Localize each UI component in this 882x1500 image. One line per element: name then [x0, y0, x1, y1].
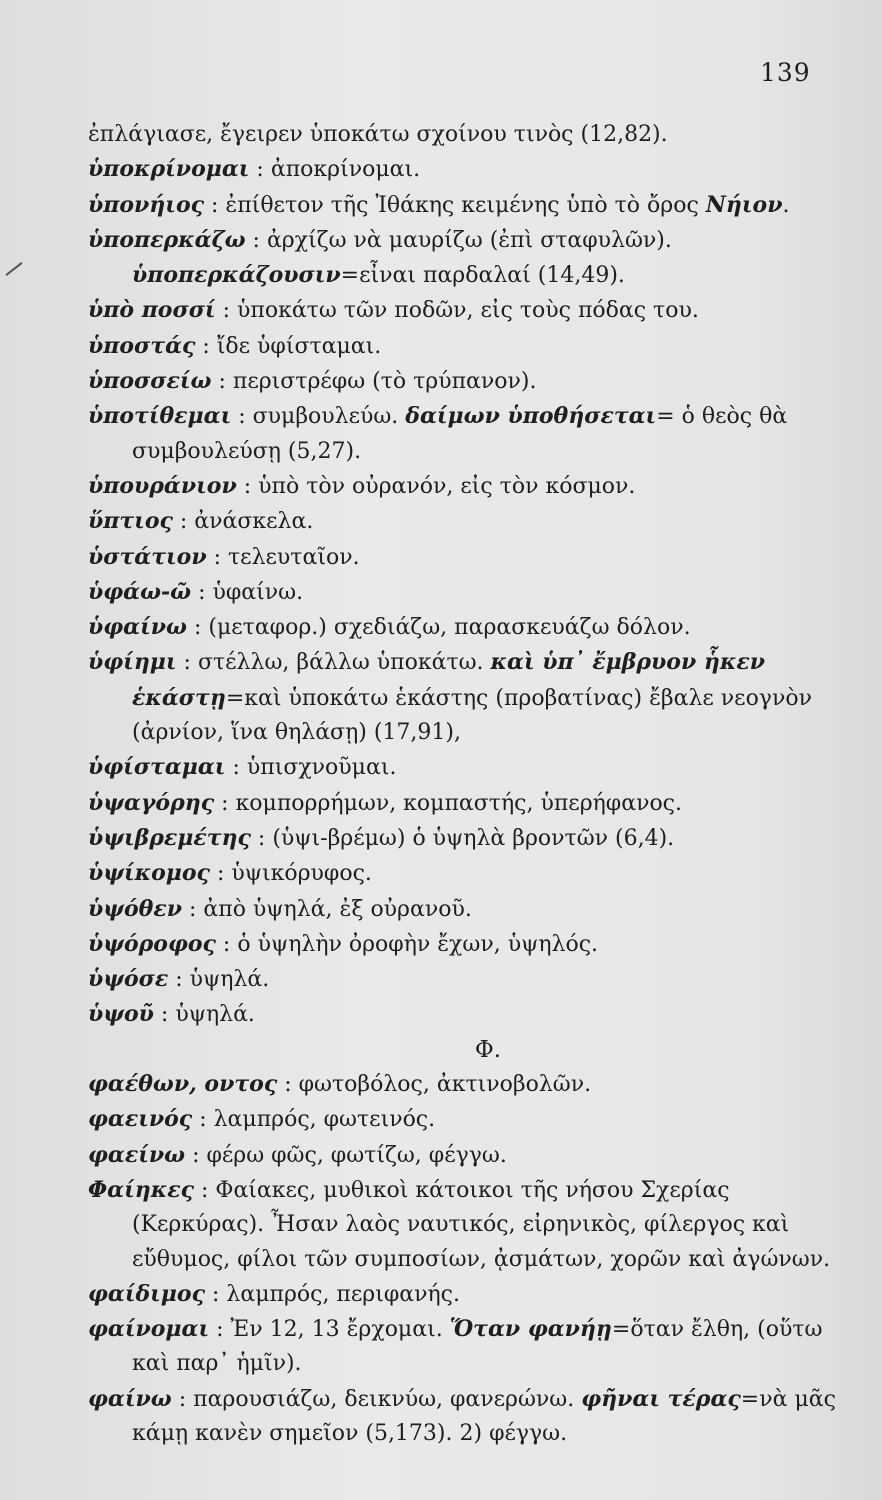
entry-separator: : [231, 404, 253, 430]
entry-separator: : [277, 1072, 299, 1098]
entry-separator: : [209, 1317, 231, 1343]
entry-headword: ὑπὸ ποσσί [88, 297, 216, 324]
entry-definition: συμβουλεύω. [252, 404, 406, 430]
dictionary-entry [88, 399, 848, 469]
entry-headword: ὑποτίθεμαι [88, 403, 232, 430]
entry-gloss: =ὅταν ἔλθη, (οὕτω καὶ παρ᾽ ἡμῖν). [132, 1317, 823, 1377]
entry-example: Νήιον [705, 191, 783, 218]
dictionary-entry [88, 645, 848, 750]
entry-definition: (ὑψι-βρέμω) ὁ ὑψηλὰ βροντῶν (6,4). [272, 825, 675, 851]
entry-separator: : [236, 473, 259, 499]
entry-headword: ὑποκρίνομαι [88, 156, 250, 183]
entry-gloss: . [782, 192, 790, 218]
entry-definition: κομπορρήμων, κομπαστής, ὑπερήφανος. [235, 790, 682, 816]
dictionary-entry [88, 997, 848, 1032]
dictionary-entry [88, 856, 848, 891]
entry-definition: στέλλω, βάλλω ὑποκάτω. [197, 650, 491, 676]
entry-headword: ὑποπερκάζω [88, 226, 246, 253]
entry-example: δαίμων ὑποθήσεται [405, 403, 657, 430]
dictionary-entry [88, 821, 848, 856]
entry-definition: ἐπίθετον τῆς Ἰθάκης κειμένης ὑπὸ τὸ ὄρος [225, 192, 706, 218]
entry-definition: ὑπισχνοῦμαι. [246, 755, 397, 781]
dictionary-entry [88, 540, 848, 575]
dictionary-entry [88, 1173, 848, 1277]
dictionary-entry [88, 152, 848, 187]
entry-separator: : [172, 509, 195, 535]
entry-separator: : [194, 1177, 216, 1203]
entry-separator: : [191, 579, 213, 605]
entry-definition: ἀρχίζω νὰ μαυρίζω (ἐπὶ σταφυλῶν). [266, 227, 672, 253]
entry-separator: : [195, 333, 217, 359]
entry-headword: ὑψόσε [88, 966, 169, 993]
entry-separator: : [225, 755, 247, 781]
stray-pen-mark [6, 262, 23, 276]
entry-definition: ἐπλάγιασε, ἔγειρεν ὑποκάτω σχοίνου τινὸς (12,82). [88, 122, 668, 147]
entry-definition: ἴδε ὑφίσταμαι. [216, 333, 382, 359]
entry-separator: : [204, 192, 226, 218]
entry-headword: ὑψοῦ [88, 1001, 154, 1028]
entry-headword: ὑψίκομος [88, 860, 210, 887]
entry-separator: : [204, 1281, 227, 1307]
entry-separator: : [176, 650, 198, 676]
entry-separator: : [215, 931, 238, 957]
entry-definition: φέρω φῶς, φωτίζω, φέγγω. [206, 1142, 507, 1168]
entry-headword: ὕπτιος [88, 508, 173, 535]
entry-separator: : [171, 1386, 194, 1412]
entry-headword: ὑφίσταμαι [88, 754, 226, 781]
entry-gloss: =εἶναι παρδαλαί (14,49). [340, 263, 625, 289]
entry-example: Ὅταν φανήῃ [449, 1316, 612, 1343]
entry-definition: ὑφαίνω. [212, 579, 304, 605]
entry-example: φῆναι τέρας [581, 1385, 741, 1412]
entry-definition: λαμπρός, φωτεινός. [213, 1107, 436, 1133]
entry-headword: φαίνω [88, 1385, 172, 1412]
dictionary-entry [88, 1312, 848, 1382]
entry-separator: : [214, 790, 236, 816]
entry-definition: ὑπὸ τὸν οὐρανόν, εἰς τὸν κόσμον. [258, 473, 636, 499]
dictionary-entry [88, 118, 848, 152]
entry-headword: φαείνω [88, 1141, 186, 1168]
entry-separator: : [186, 615, 209, 641]
entry-headword: φαίδιμος [88, 1280, 205, 1307]
entry-gloss: =καὶ ὑποκάτω ἑκάστης (προβατίνας) ἔβαλε νεογνὸν (ἀρνίον, ἵνα θηλάσῃ) (17,91), [132, 685, 812, 746]
entry-headword: φαέθων, οντος [88, 1071, 278, 1098]
entry-gloss: =νὰ μᾶς κάμῃ κανὲν σημεῖον (5,173). 2) φέγγω. [132, 1386, 836, 1446]
entry-definition: ἀνάσκελα. [194, 509, 314, 535]
entry-separator: : [215, 298, 237, 324]
entry-definition: φωτοβόλος, ἀκτινοβολῶν. [298, 1072, 592, 1098]
dictionary-entry [88, 962, 848, 997]
entry-definition: ὁ ὑψηλὴν ὀροφὴν ἔχων, ὑψηλός. [237, 931, 599, 957]
entry-separator: : [250, 825, 273, 851]
entry-definition: ἀπὸ ὑψηλά, ἐξ οὐρανοῦ. [203, 896, 472, 922]
entry-definition: ὑποκάτω τῶν ποδῶν, εἰς τοὺς πόδας του. [236, 298, 699, 324]
entry-headword: ὑψιβρεμέτης [88, 824, 251, 851]
dictionary-entry [88, 188, 848, 223]
dictionary-entry [88, 1102, 848, 1137]
entry-definition: (μεταφορ.) σχεδιάζω, παρασκευάζω δόλον. [208, 615, 691, 641]
section-letter: Φ. [474, 1036, 502, 1063]
dictionary-entry [88, 504, 848, 539]
entry-example: ὑποπερκάζουσιν [132, 262, 341, 289]
entry-definition: ὑψηλά. [175, 1002, 255, 1028]
entry-headword: ὑπουράνιον [88, 472, 237, 499]
dictionary-entry [88, 892, 848, 927]
entry-example: καὶ ὑπ᾽ ἔμβρυον ἧκεν ἑκάστῃ [132, 649, 765, 711]
dictionary-entry [88, 1382, 848, 1452]
dictionary-entry [88, 364, 848, 399]
dictionary-entry [88, 1138, 848, 1173]
entry-definition: τελευταῖον. [228, 544, 360, 570]
dictionary-entry [88, 329, 848, 364]
entry-definition: περιστρέφω (τὸ τρύπανον). [232, 369, 537, 395]
dictionary-entry [88, 750, 848, 785]
entry-definition: ὑψικόρυφος. [231, 861, 372, 887]
entry-separator: : [185, 1142, 207, 1168]
entry-headword: ὑφαίνω [88, 614, 187, 641]
entry-headword: ὑψόθεν [88, 895, 182, 922]
dictionary-entries [88, 118, 848, 1451]
entry-separator: : [168, 967, 190, 993]
entry-definition: Ἐν 12, 13 ἔρχομαι. [230, 1317, 450, 1343]
entry-definition: Φαίακες, μυθικοὶ κάτοικοι τῆς νήσου Σχερίας (Κερκύρας). Ἦσαν λαὸς ναυτικός, εἰρηνικὸς, φίλεργος καὶ εὔθυμος, φίλοι τῶν συμποσίων, ᾀσμάτων, χορῶν καὶ ἀγώνων. [132, 1177, 831, 1272]
entry-headword: ὑποσσείω [88, 368, 212, 395]
entry-definition: παρουσιάζω, δεικνύω, φανερώνω. [193, 1386, 582, 1412]
upsilon-entries [88, 118, 848, 1033]
dictionary-entry [88, 610, 848, 645]
entry-headword: ὑποστάς [88, 332, 196, 359]
entry-headword: ὑφίημι [88, 649, 177, 676]
entry-definition: ἀποκρίνομαι. [270, 157, 421, 183]
dictionary-entry [88, 293, 848, 328]
entry-headword: ὑπονήιος [88, 191, 205, 218]
entry-separator: : [192, 1107, 214, 1133]
entry-definition: ὑψηλά. [189, 967, 270, 993]
entry-separator: : [181, 896, 204, 922]
entry-gloss: = ὁ θεὸς θὰ συμβουλεύσῃ (5,27). [132, 404, 788, 464]
entry-headword: ὑψόροφος [88, 930, 216, 957]
entry-separator: : [211, 369, 233, 395]
dictionary-entry [88, 786, 848, 821]
entry-headword: Φαίηκες [88, 1176, 194, 1203]
entry-headword: ὑψαγόρης [88, 789, 215, 816]
entry-separator: : [206, 544, 229, 570]
entry-separator: : [249, 157, 271, 183]
dictionary-entry [88, 1277, 848, 1312]
phi-entries [88, 1067, 848, 1451]
entry-definition: λαμπρός, περιφανής. [226, 1281, 460, 1307]
page-number: 139 [760, 58, 811, 87]
entry-separator: : [245, 227, 267, 253]
entry-headword: φαεινός [88, 1106, 193, 1133]
entry-separator: : [209, 861, 232, 887]
entry-separator: : [153, 1002, 176, 1028]
dictionary-entry [88, 469, 848, 504]
dictionary-entry [88, 927, 848, 962]
entry-headword: ὑφάω-ῶ [88, 578, 192, 605]
dictionary-entry [88, 223, 848, 294]
entry-headword: ὑστάτιον [88, 543, 207, 570]
dictionary-entry [88, 1067, 848, 1102]
dictionary-entry [88, 575, 848, 610]
entry-headword: φαίνομαι [88, 1316, 210, 1343]
